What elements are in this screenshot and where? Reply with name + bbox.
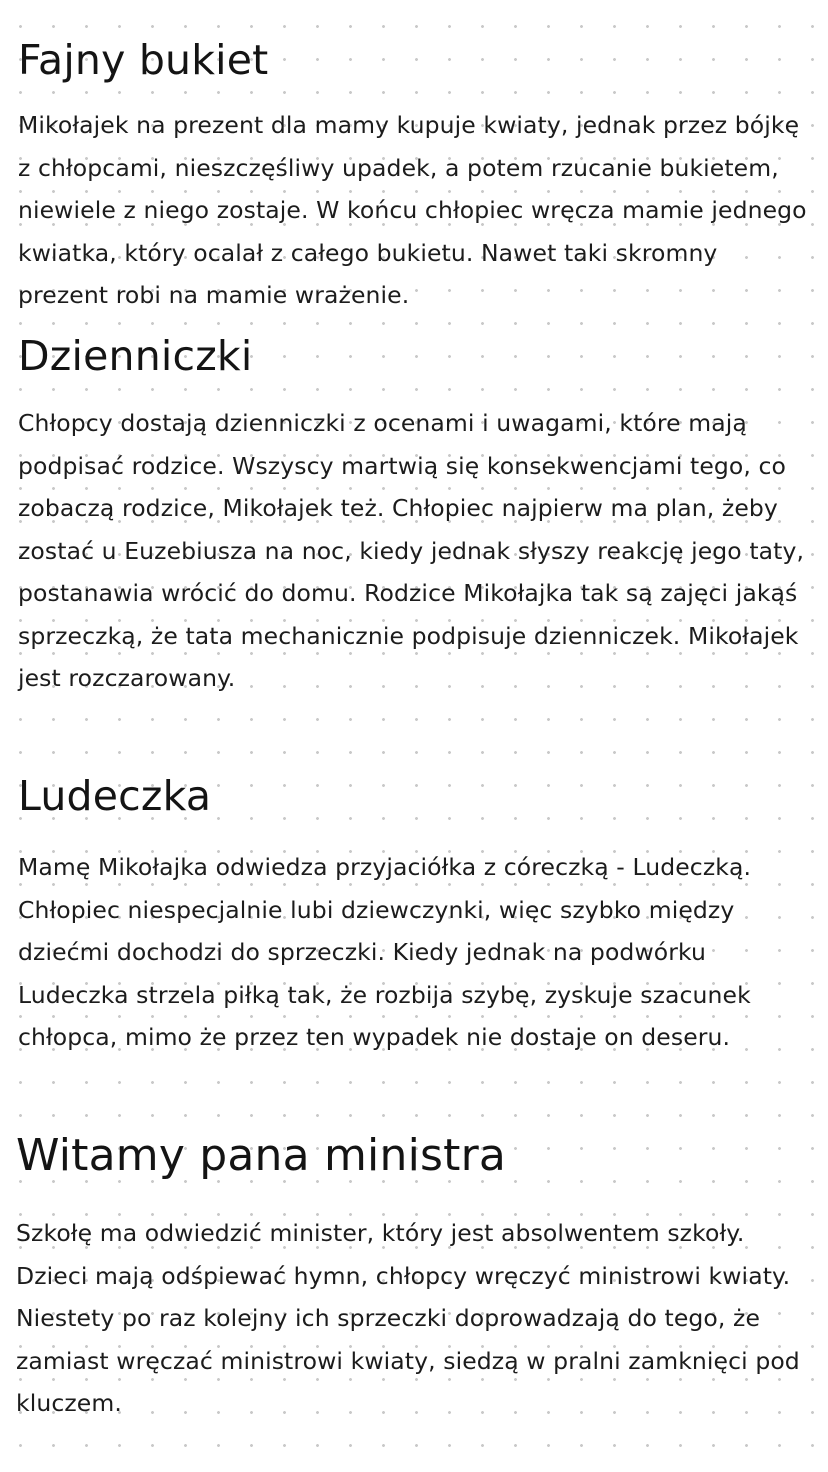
section-title: Witamy pana ministra	[16, 1130, 507, 1181]
section-text: Mamę Mikołajka odwiedza przyjaciółka z córeczką - Ludeczką. Chłopiec niespecjalnie lubi dziewczynki, więc szybko między dziećmi dochodzi do sprzeczki. Kiedy jednak na podwórku Ludeczka strzela piłką tak, że rozbija szybę, zyskuje szacunek chłopca, mimo że przez ten wypadek nie dostaje on deseru.	[18, 853, 752, 1051]
section-text: Mikołajek na prezent dla mamy kupuje kwiaty, jednak przez bójkę z chłopcami, nieszczęśliwy upadek, a potem rzucanie bukietem, niewiele z niego zostaje. W końcu chłopiec wręcza mamie jednego kwiatka, który ocalał z całego bukietu. Nawet taki skromny prezent robi na mamie wrażenie.	[18, 111, 807, 309]
section-fajny-bukiet	[18, 34, 812, 317]
section-dzienniczki	[18, 330, 812, 700]
section-title: Dzienniczki	[18, 332, 253, 380]
section-text: Chłopcy dostają dzienniczki z ocenami i uwagami, które mają podpisać rodzice. Wszyscy martwią się konsekwencjami tego, co zobaczą rodzice, Mikołajek też. Chłopiec najpierw ma plan, żeby zostać u Euzebiusza na noc, kiedy jednak słyszy reakcję jego taty, postanawia wrócić do domu. Rodzice Mikołajka tak są zajęci jakąś sprzeczką, że tata mechanicznie podpisuje dzienniczek. Mikołajek jest rozczarowany.	[18, 409, 805, 692]
section-title: Ludeczka	[18, 772, 212, 820]
section-witamy-pana-ministra	[16, 1130, 812, 1425]
section-ludeczka	[18, 770, 812, 1059]
section-text: Szkołę ma odwiedzić minister, który jest absolwentem szkoły. Dzieci mają odśpiewać hymn, chłopcy wręczyć ministrowi kwiaty. Niestety po raz kolejny ich sprzeczki doprowadzają do tego, że zamiast wręczać ministrowi kwiaty, siedzą w pralni zamknięci pod kluczem.	[16, 1219, 800, 1417]
section-title: Fajny bukiet	[18, 36, 269, 84]
